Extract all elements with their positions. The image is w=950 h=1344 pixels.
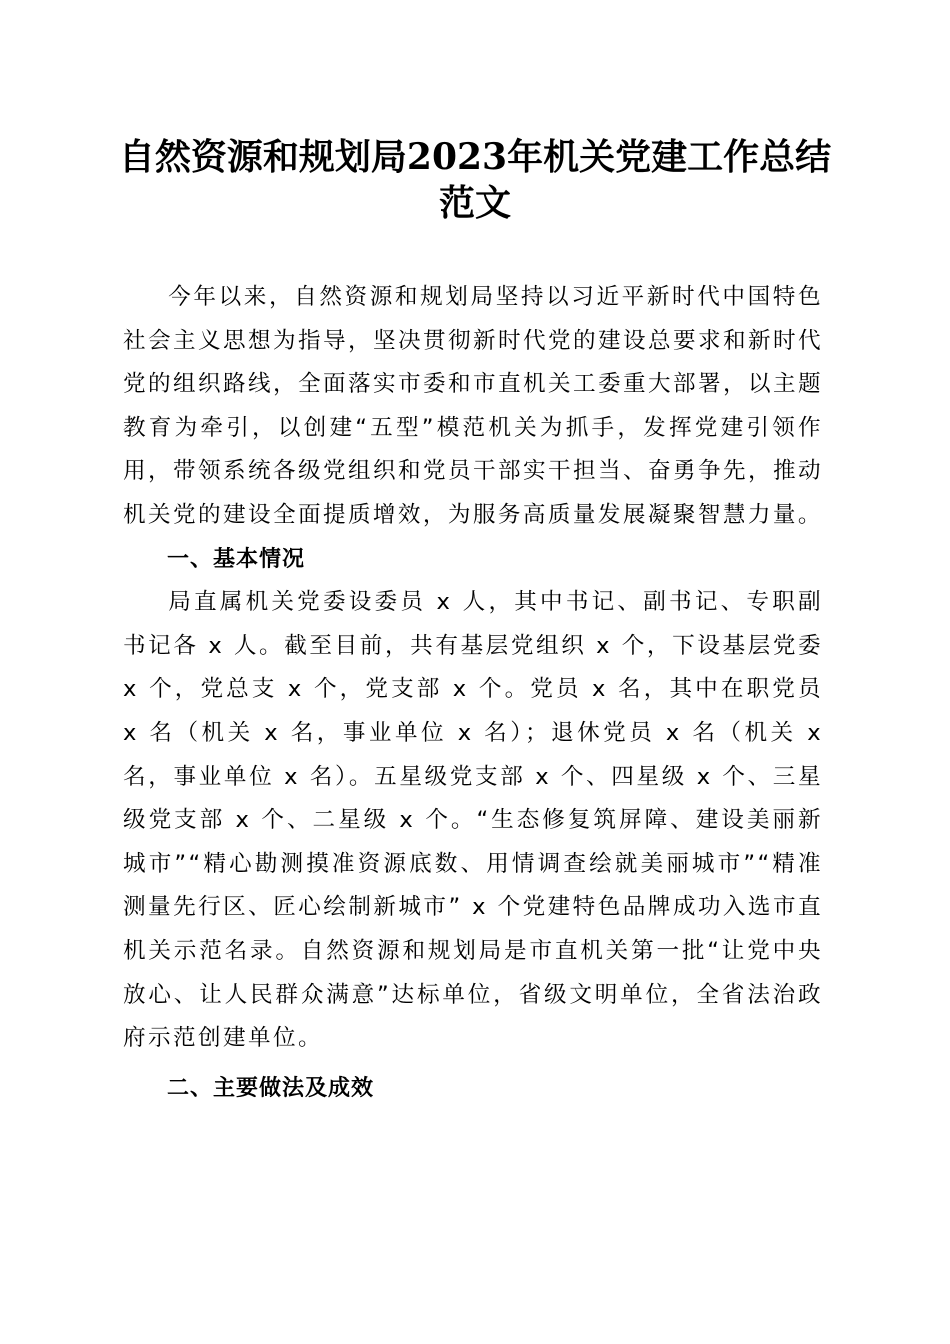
title-line-1: 自然资源和规划局2023年机关党建工作总结 [118, 136, 832, 178]
intro-paragraph: 今年以来，自然资源和规划局坚持以习近平新时代中国特色社会主义思想为指导，坚决贯彻新时代党的建设总要求和新时代党的组织路线，全面落实市委和市直机关工委重大部署，以主题教育为牵引，以创建“五型”模范机关为抓手，发挥党建引领作用，带领系统各级党组织和党员干部实干担当、奋勇争先，推动机关党的建设全面提质增效，为服务高质量发展凝聚智慧力量。 [123, 284, 823, 528]
section-heading-main-practices: 二、主要做法及成效 [167, 1075, 375, 1101]
document-title [100, 134, 850, 226]
section-heading-basic-situation: 一、基本情况 [167, 546, 306, 572]
document-body [123, 276, 823, 1110]
section-paragraph-basic-situation: 局直属机关党委设委员 x 人，其中书记、副书记、专职副书记各 x 人。截至目前，共有基层党组织 x 个，下设基层党委 x 个，党总支 x 个，党支部 x 个。党员 x 名，其中在职党员 x 名（机关 x 名，事业单位 x 名）；退休党员 x 名（机关 x 名，事业单位 x 名）。五星级党支部 x 个、四星级 x 个、三星级党支部 x 个、二星级 x 个。“生态修复筑屏障、建设美丽新城市”“精心勘测摸准资源底数、用情调查绘就美丽城市”“精准测量先行区、匠心绘制新城市” x 个党建特色品牌成功入选市直机关示范名录。自然资源和规划局是市直机关第一批“让党中央放心、让人民群众满意”达标单位，省级文明单位，全省法治政府示范创建单位。 [123, 589, 823, 1052]
title-line-2: 范文 [438, 182, 511, 224]
